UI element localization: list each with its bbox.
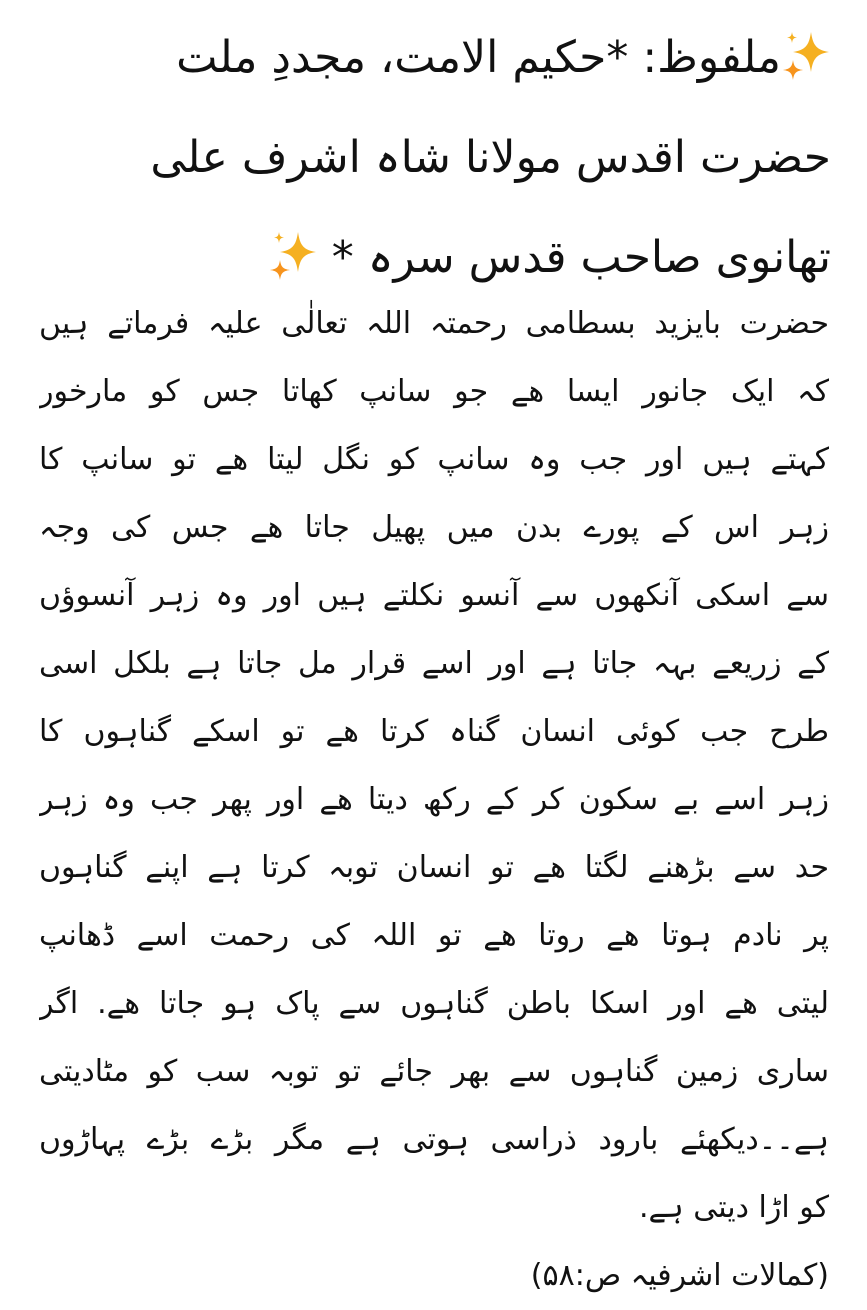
source-reference: (کمالات اشرفیہ ص:۵۸) [530, 1258, 829, 1293]
heading-line-2: حضرت اقدس مولانا شاہ اشرف علی [150, 132, 831, 183]
heading [31, 8, 831, 308]
message-body [39, 290, 829, 1310]
body-line: زہر اسے بے سکون کر کے رکھ دیتا ھے اور پھر جب وہ زہر [39, 782, 829, 817]
heading-line-1 [31, 8, 831, 108]
body-line: ساری زمین گناہوں سے بھر جائے تو توبہ سب کو مٹادیتی [39, 1054, 829, 1089]
body-line: کے زریعے بہہ جاتا ہے اور اسے قرار مل جاتا ہے بلکل اسی [39, 646, 829, 681]
body-line: سے اسکی آنکھوں سے آنسو نکلتے ہیں اور وہ زہر آنسوؤں [39, 578, 829, 613]
heading-line-1-text: ملفوظ: *حکیم الامت، مجددِ ملت [176, 32, 781, 83]
body-line: ہے۔۔دیکھئے بارود ذراسی ہوتی ہے مگر بڑے بڑے پہاڑوں [39, 1122, 829, 1157]
heading-line-3-text: تھانوی صاحب قدس سرہ * [331, 232, 831, 283]
body-line: پر نادم ہوتا ھے روتا ھے تو اللہ کی رحمت اسے ڈھانپ [39, 918, 829, 953]
body-line: کو اڑا دیتی ہے. [638, 1190, 829, 1225]
body-line: کہ ایک جانور ایسا ھے جو سانپ کھاتا جس کو مارخور [39, 374, 829, 409]
body-line: زہر اس کے پورے بدن میں پھیل جاتا ھے جس کی وجہ [39, 510, 829, 545]
body-line: کہتے ہیں اور جب وہ سانپ کو نگل لیتا ھے تو سانپ کا [39, 442, 829, 477]
sparkles-icon [781, 26, 831, 82]
sparkles-icon [268, 226, 318, 282]
body-line: لیتی ھے اور اسکا باطن گناہوں سے پاک ہو جاتا ھے. اگر [39, 986, 829, 1021]
body-line: حضرت بایزید بسطامی رحمتہ اللہ تعالٰی علیہ فرماتے ہیں [39, 306, 829, 341]
body-line: طرح جب کوئی انسان گناہ کرتا ھے تو اسکے گناہوں کا [39, 714, 829, 749]
body-line: حد سے بڑھنے لگتا ھے تو انسان توبہ کرتا ہے اپنے گناہوں [39, 850, 829, 885]
